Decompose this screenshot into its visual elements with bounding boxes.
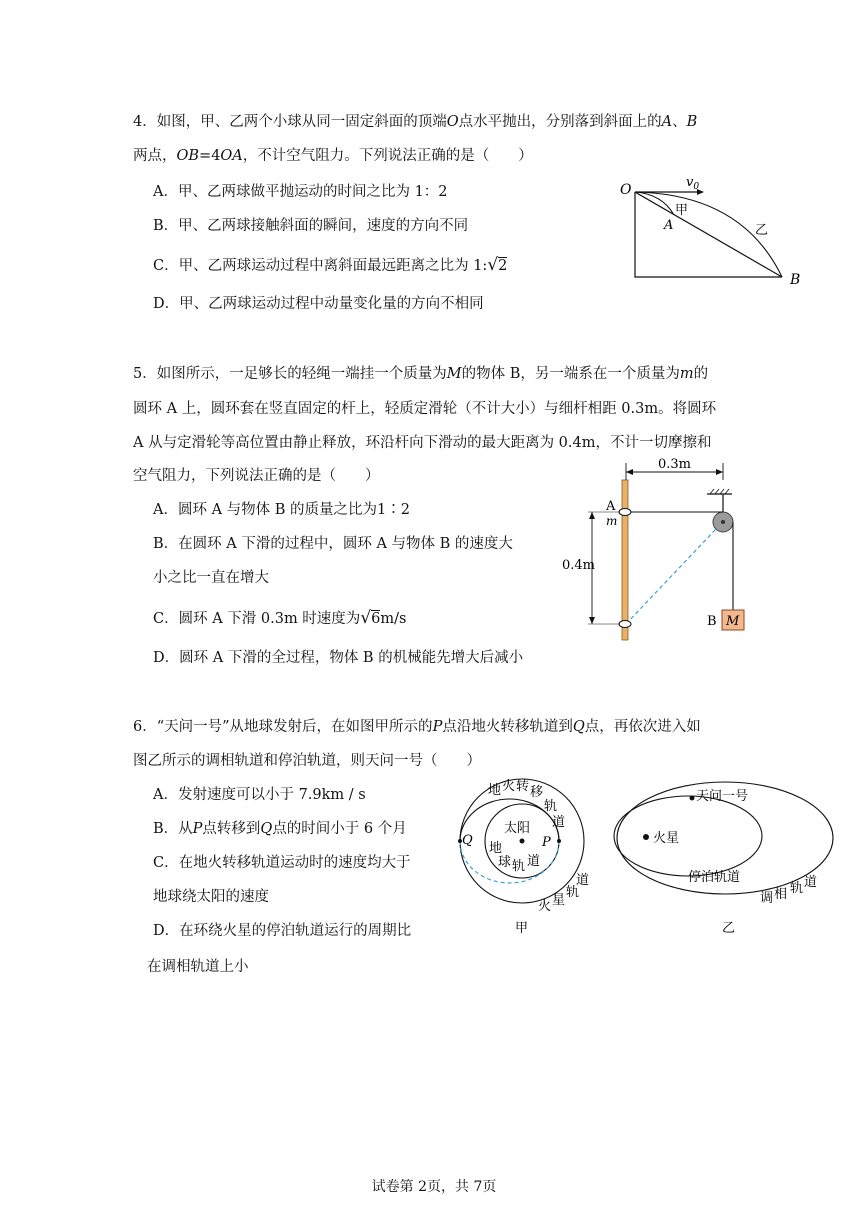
q6-figure-yi: [610, 776, 840, 941]
q5-stem-line4: 空气阻力，下列说法正确的是（ ）: [133, 468, 380, 484]
q6-option-d-line2: 在调相轨道上小: [147, 959, 249, 975]
jia-label: 甲: [675, 203, 689, 218]
q6-stem-line1: 6．“天问一号”从地球发射后，在如图甲所示的P点沿地火转移轨道到Q点，再依次进入如: [133, 719, 701, 735]
earth-orbit-char: 轨: [512, 859, 526, 874]
v0-label: $v_0$: [686, 175, 700, 192]
ring-m-label: m: [606, 514, 618, 528]
figure-jia-caption: 甲: [515, 921, 529, 936]
q5-option-b-line2: 小之比一直在增大: [153, 570, 269, 586]
q4-figure: [612, 172, 812, 292]
phasing-char: 轨: [790, 881, 804, 896]
mars-orbit-char: 轨: [566, 885, 580, 900]
q5-option-c: C．圆环 A 下滑 0.3m 时速度为√6m/s: [153, 608, 407, 628]
transfer-char: 移: [530, 785, 544, 800]
point-a-label: A: [664, 218, 674, 233]
transfer-char: 地: [488, 783, 502, 798]
q4-option-d: D．甲、乙两球运动过程中动量变化量的方向不相同: [153, 296, 484, 312]
mars-dot: [643, 834, 649, 840]
earth-orbit-char: 地: [489, 841, 503, 856]
q4-option-b: B．甲、乙两球接触斜面的瞬间，速度的方向不同: [153, 218, 469, 234]
q5-stem-line2: 圆环 A 上，圆环套在竖直固定的杆上，轻质定滑轮（不计大小）与细杆相距 0.3m。将圆环: [133, 401, 717, 417]
mars-orbit-char: 火: [538, 899, 552, 914]
probe-label: 天问一号: [696, 789, 749, 804]
block-b-label: B: [707, 614, 717, 629]
width-label: 0.3m: [658, 458, 692, 472]
q4-stem-line1: 4．如图，甲、乙两个小球从同一固定斜面的顶端O点水平抛出，分别落到斜面上的A、B: [133, 114, 698, 130]
probe-dot: [690, 796, 695, 801]
q6-option-c-line2: 地球绕太阳的速度: [153, 889, 269, 905]
sun-dot: [520, 839, 525, 844]
point-q-label: Q: [462, 833, 473, 848]
yi-label: 乙: [755, 223, 769, 238]
mars-orbit-char: 星: [552, 893, 566, 908]
q6-figure-jia: [448, 776, 608, 941]
q6-option-d-line1: D．在环绕火星的停泊轨道运行的周期比: [153, 923, 412, 939]
q4-option-c: C．甲、乙两球运动过程中离斜面最远距离之比为 1:√2: [153, 255, 508, 275]
block-m-label: M: [726, 614, 740, 629]
q5-option-a: A．圆环 A 与物体 B 的质量之比为1∶2: [153, 502, 410, 518]
rope-dashed: [626, 529, 716, 624]
mars-label: 火星: [653, 831, 680, 846]
parking-orbit: [614, 796, 762, 876]
q6-stem-line2: 图乙所示的调相轨道和停泊轨道，则天问一号（ ）: [133, 753, 481, 769]
parking-label: 停泊轨道: [688, 870, 741, 885]
q5-stem-line1: 5．如图所示，一足够长的轻绳一端挂一个质量为M的物体 B，另一端系在一个质量为m的: [133, 366, 709, 382]
q4-option-a: A．甲、乙两球做平抛运动的时间之比为 1：2: [153, 184, 448, 200]
q5-figure: [560, 458, 760, 648]
page-footer: 试卷第 2页，共 7页: [371, 1179, 497, 1195]
phasing-char: 相: [774, 887, 788, 902]
height-label: 0.4m: [562, 558, 596, 573]
transfer-char: 转: [516, 779, 530, 794]
sqrt-symbol: √: [487, 255, 499, 275]
mars-orbit-char: 道: [576, 873, 590, 888]
q6-option-b: B．从P点转移到Q点的时间小于 6 个月: [153, 821, 407, 837]
q5-option-d: D．圆环 A 下滑的全过程，物体 B 的机械能先增大后减小: [153, 650, 524, 666]
q5-stem-line3: A 从与定滑轮等高位置由静止释放，环沿杆向下滑动的最大距离为 0.4m，不计一切摩擦和: [133, 435, 712, 451]
point-p-label: P: [542, 835, 551, 850]
sun-label: 太阳: [504, 821, 531, 836]
q6-option-a: A．发射速度可以小于 7.9km / s: [153, 787, 366, 803]
ring-bottom: [619, 621, 631, 628]
phasing-char: 道: [804, 875, 818, 890]
q6-option-c-line1: C．在地火转移轨道运动时的速度均大于: [153, 855, 411, 871]
earth-orbit-char: 道: [527, 854, 541, 869]
phasing-char: 调: [760, 891, 774, 906]
point-o-label: O: [620, 182, 632, 198]
ring-top: [619, 509, 631, 516]
figure-yi-caption: 乙: [722, 921, 736, 936]
transfer-char: 道: [552, 815, 566, 830]
ring-a-label: A: [606, 499, 616, 514]
earth-orbit-char: 球: [498, 855, 512, 870]
transfer-char: 火: [502, 779, 516, 794]
point-b-label: B: [790, 272, 801, 288]
q4-stem-line2: 两点，OB=4OA，不计空气阻力。下列说法正确的是（ ）: [133, 148, 533, 164]
vertical-rod: [622, 480, 628, 640]
sqrt-symbol: √: [360, 608, 372, 628]
q5-option-b-line1: B．在圆环 A 下滑的过程中，圆环 A 与物体 B 的速度大: [153, 536, 513, 552]
transfer-char: 轨: [544, 799, 558, 814]
